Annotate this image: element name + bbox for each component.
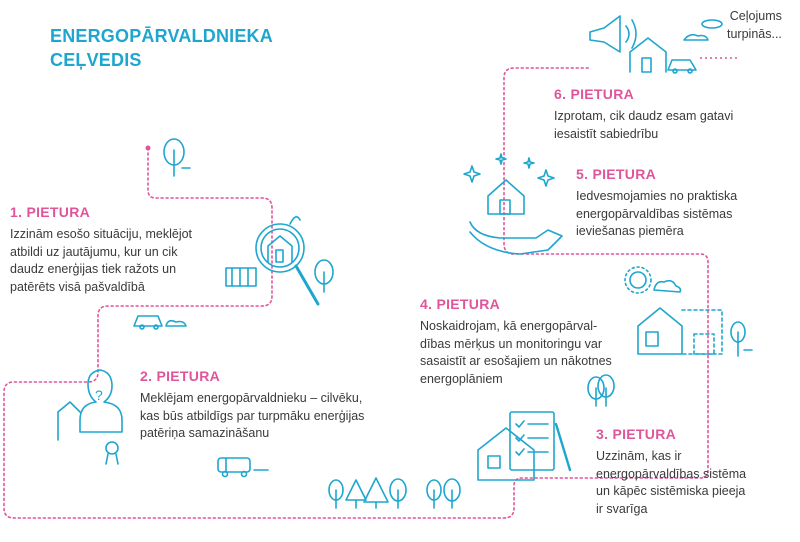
step-1-line: atbildi uz jautājumu, kur un cik: [10, 244, 178, 259]
step-5-line: ieviešanas piemēra: [576, 224, 684, 238]
step-3-text: [596, 448, 746, 518]
step-1-line: patērēts visā pašvaldībā: [10, 279, 145, 294]
van-icon: [218, 458, 268, 477]
car-icon: [134, 316, 186, 329]
step-3-line: Uzzinām, kas ir: [596, 449, 682, 463]
step-1-heading: 1. PIETURA: [10, 204, 91, 220]
step-1-line: Izzinām esošo situāciju, meklējot: [10, 227, 193, 241]
page-title: [50, 24, 273, 72]
step-6-heading: 6. PIETURA: [554, 86, 635, 102]
step-2-line: Meklējam energopārvaldnieku – cilvēku,: [140, 391, 363, 405]
step-3-line: ir svarīga: [596, 501, 648, 516]
title-line-2: CEĻVEDIS: [50, 50, 142, 70]
step-2-heading: 2. PIETURA: [140, 368, 221, 384]
step-5-heading: 5. PIETURA: [576, 166, 657, 182]
path-start-dot: [146, 146, 151, 151]
step-2-line: kas būs atbildīgs par turpmāku enerģijas: [140, 408, 365, 423]
megaphone-house-icon: [590, 16, 722, 73]
step-4-line: sasaistīt ar esošajiem un nākotnes: [420, 354, 612, 368]
title-line-1: ENERGOPĀRVALDNIEKA: [50, 26, 273, 46]
house-extension-icon: [625, 267, 752, 356]
step-2-line: patēriņa samazināšanu: [140, 426, 270, 440]
step-4-heading: 4. PIETURA: [420, 296, 501, 312]
person-award-icon: [58, 370, 122, 464]
step-1-text: [10, 226, 192, 296]
step-4-line: energoplāniem: [420, 371, 503, 386]
tree-icon: [164, 139, 190, 176]
step-6-text: [554, 108, 733, 143]
step-5-line: Iedvesmojamies no praktiska: [576, 189, 738, 203]
journey-line-2: turpinās...: [727, 27, 782, 41]
forest-icon: [329, 478, 460, 508]
step-4-line: dības mērķus un monitoringu var: [420, 336, 603, 351]
house-checklist-icon: [478, 412, 570, 480]
step-5-line: energopārvaldības sistēmas: [576, 206, 733, 221]
journey-continues-note: [727, 7, 782, 43]
step-3-line: un kāpēc sistēmiska pieeja: [596, 484, 746, 498]
svg-text:?: ?: [95, 387, 103, 403]
step-6-line: Izprotam, cik daudz esam gatavi: [554, 109, 734, 123]
step-5-text: [576, 188, 737, 241]
step-4-line: Noskaidrojam, kā energopārval-: [420, 319, 598, 333]
step-3-heading: 3. PIETURA: [596, 426, 677, 442]
step-2-text: [140, 390, 364, 443]
step-3-line: energopārvaldības sistēma: [596, 466, 747, 481]
journey-line-1: Ceļojums: [729, 9, 782, 23]
step-6-line: iesaistīt sabiedrību: [554, 126, 659, 141]
magnifier-house-icon: [226, 217, 333, 304]
step-4-text: [420, 318, 612, 388]
hand-house-sparkle-icon: [464, 154, 562, 254]
step-1-line: daudz enerģijas tiek ražots un: [10, 262, 177, 276]
